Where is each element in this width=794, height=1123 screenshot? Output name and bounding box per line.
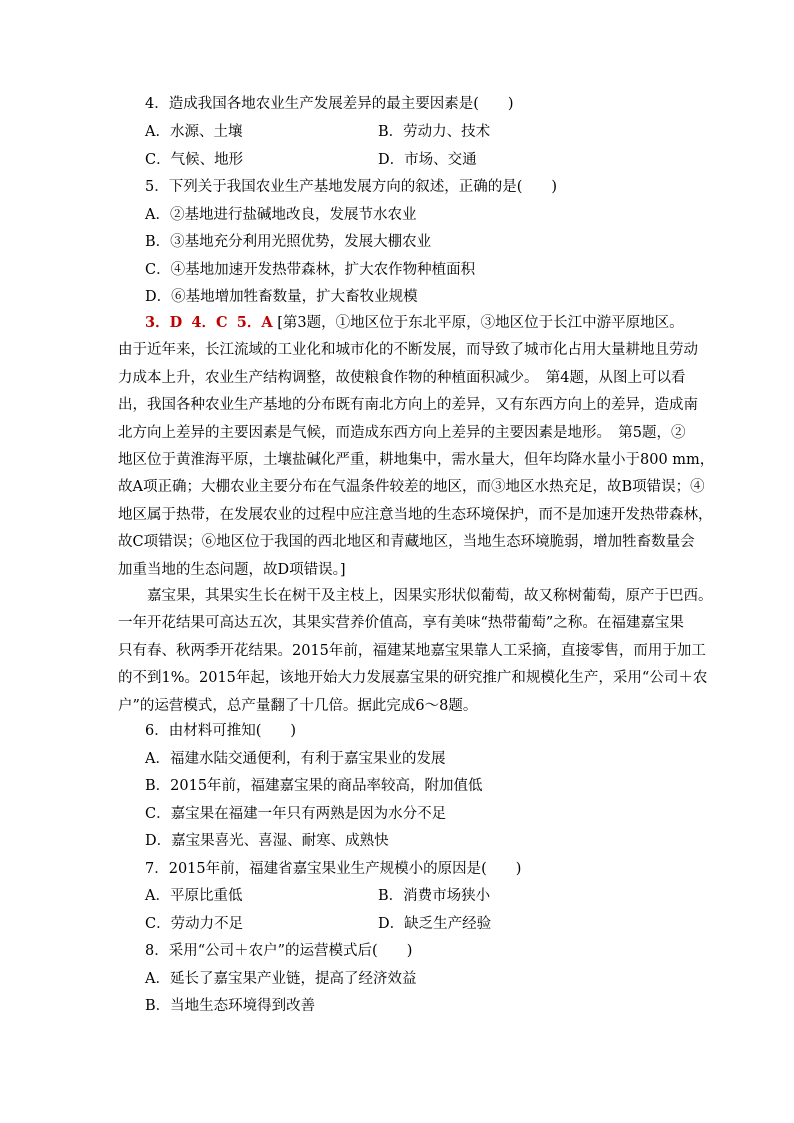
question-7-stem: 7．2015年前，福建省嘉宝果业生产规模小的原因是( )	[145, 861, 522, 877]
material-line-3: 只有春、秋两季开花结果。2015年前，福建某地嘉宝果靠人工采摘，直接零售，而用于加工	[118, 642, 706, 659]
question-5-option-c: C．④基地加速开发热带森林，扩大农作物种植面积	[145, 262, 476, 278]
question-5-option-a: A．②基地进行盐碱地改良，发展节水农业	[145, 207, 417, 223]
question-7-option-d: D．缺乏生产经验	[378, 916, 492, 932]
question-6-stem: 6．由材料可推知( )	[145, 723, 297, 739]
answer-line-2: 由于近年来，长江流域的工业化和城市化的不断发展，而导致了城市化占用大量耕地且劳动	[118, 342, 698, 359]
question-4-option-c: C．气候、地形	[145, 152, 244, 168]
material-line-2: 一年开花结果可高达五次，其果实营养价值高，享有美味“热带葡萄”之称。在福建嘉宝果	[118, 615, 684, 632]
material-line-1: 嘉宝果，其果实生长在树干及主枝上，因果实形状似葡萄，故又称树葡萄，原产于巴西。	[118, 588, 713, 604]
question-4-stem: 4．造成我国各地农业生产发展差异的最主要因素是( )	[145, 96, 514, 112]
answer-5: 5．A	[236, 314, 273, 331]
answer-line-6: 地区位于黄淮海平原，土壤盐碱化严重，耕地集中，需水量大，但年均降水量小于800 mm，	[118, 452, 715, 469]
answer-3: 3．D	[145, 314, 183, 331]
question-5-stem: 5．下列关于我国农业生产基地发展方向的叙述，正确的是( )	[145, 179, 558, 195]
answer-line-8: 地区属于热带，在发展农业的过程中应注意当地的生态环境保护，而不是加速开发热带森林，	[118, 506, 713, 523]
answer-block-3-5	[118, 309, 715, 584]
question-8-option-a: A．延长了嘉宝果产业链，提高了经济效益	[145, 971, 417, 987]
question-4-option-b: B．劳动力、技术	[378, 124, 491, 140]
material-line-5: 户”的运营模式，总产量翻了十几倍。据此完成6～8题。	[118, 697, 478, 714]
answer-first-line	[118, 309, 684, 337]
answer-line-10: 加重当地的生态问题，故D项错误。]	[118, 561, 346, 578]
answer-line-9: 故C项错误；⑥地区位于我国的西北地区和青藏地区，当地生态环境脆弱，增加牲畜数量会	[118, 534, 695, 551]
question-7-option-b: B．消费市场狭小	[378, 888, 491, 904]
answer-line-3: 力成本上升，农业生产结构调整，故使粮食作物的种植面积减少。 第4题，从图上可以看	[118, 369, 686, 386]
question-7-option-c: C．劳动力不足	[145, 916, 244, 932]
question-4-option-d: D．市场、交通	[378, 152, 477, 168]
question-5-option-d: D．⑥基地增加牲畜数量，扩大畜牧业规模	[145, 289, 418, 305]
question-6-option-a: A．福建水陆交通便利，有利于嘉宝果业的发展	[145, 751, 446, 767]
question-4-option-a: A．水源、土壤	[145, 124, 243, 140]
answer-line-4: 出，我国各种农业生产基地的分布既有南北方向上的差异，又有东西方向上的差异，造成南	[118, 397, 698, 414]
question-6-option-c: C．嘉宝果在福建一年只有两熟是因为水分不足	[145, 806, 447, 822]
answer-4: 4．C	[191, 314, 228, 331]
answer-line-5: 北方向上差异的主要因素是气候，而造成东西方向上差异的主要因素是地形。 第5题，②	[118, 424, 686, 441]
question-5-option-b: B．③基地充分利用光照优势，发展大棚农业	[145, 234, 432, 250]
material-paragraph	[118, 583, 713, 720]
question-6-option-d: D．嘉宝果喜光、喜湿、耐寒、成熟快	[145, 833, 389, 849]
answer-line-7: 故A项正确；大棚农业主要分布在气温条件较差的地区，而③地区水热充足，故B项错误；④	[118, 479, 705, 496]
answer-line-1: [第3题，①地区位于东北平原，③地区位于长江中游平原地区。	[277, 315, 684, 331]
question-6-option-b: B．2015年前，福建嘉宝果的商品率较高，附加值低	[145, 778, 483, 794]
question-8-stem: 8．采用“公司＋农户”的运营模式后( )	[145, 943, 413, 959]
material-line-4: 的不到1%。2015年起，该地开始大力发展嘉宝果的研究推广和规模化生产，采用“公司＋农	[118, 670, 708, 687]
question-8-option-b: B．当地生态环境得到改善	[145, 998, 316, 1014]
question-7-option-a: A．平原比重低	[145, 888, 243, 904]
